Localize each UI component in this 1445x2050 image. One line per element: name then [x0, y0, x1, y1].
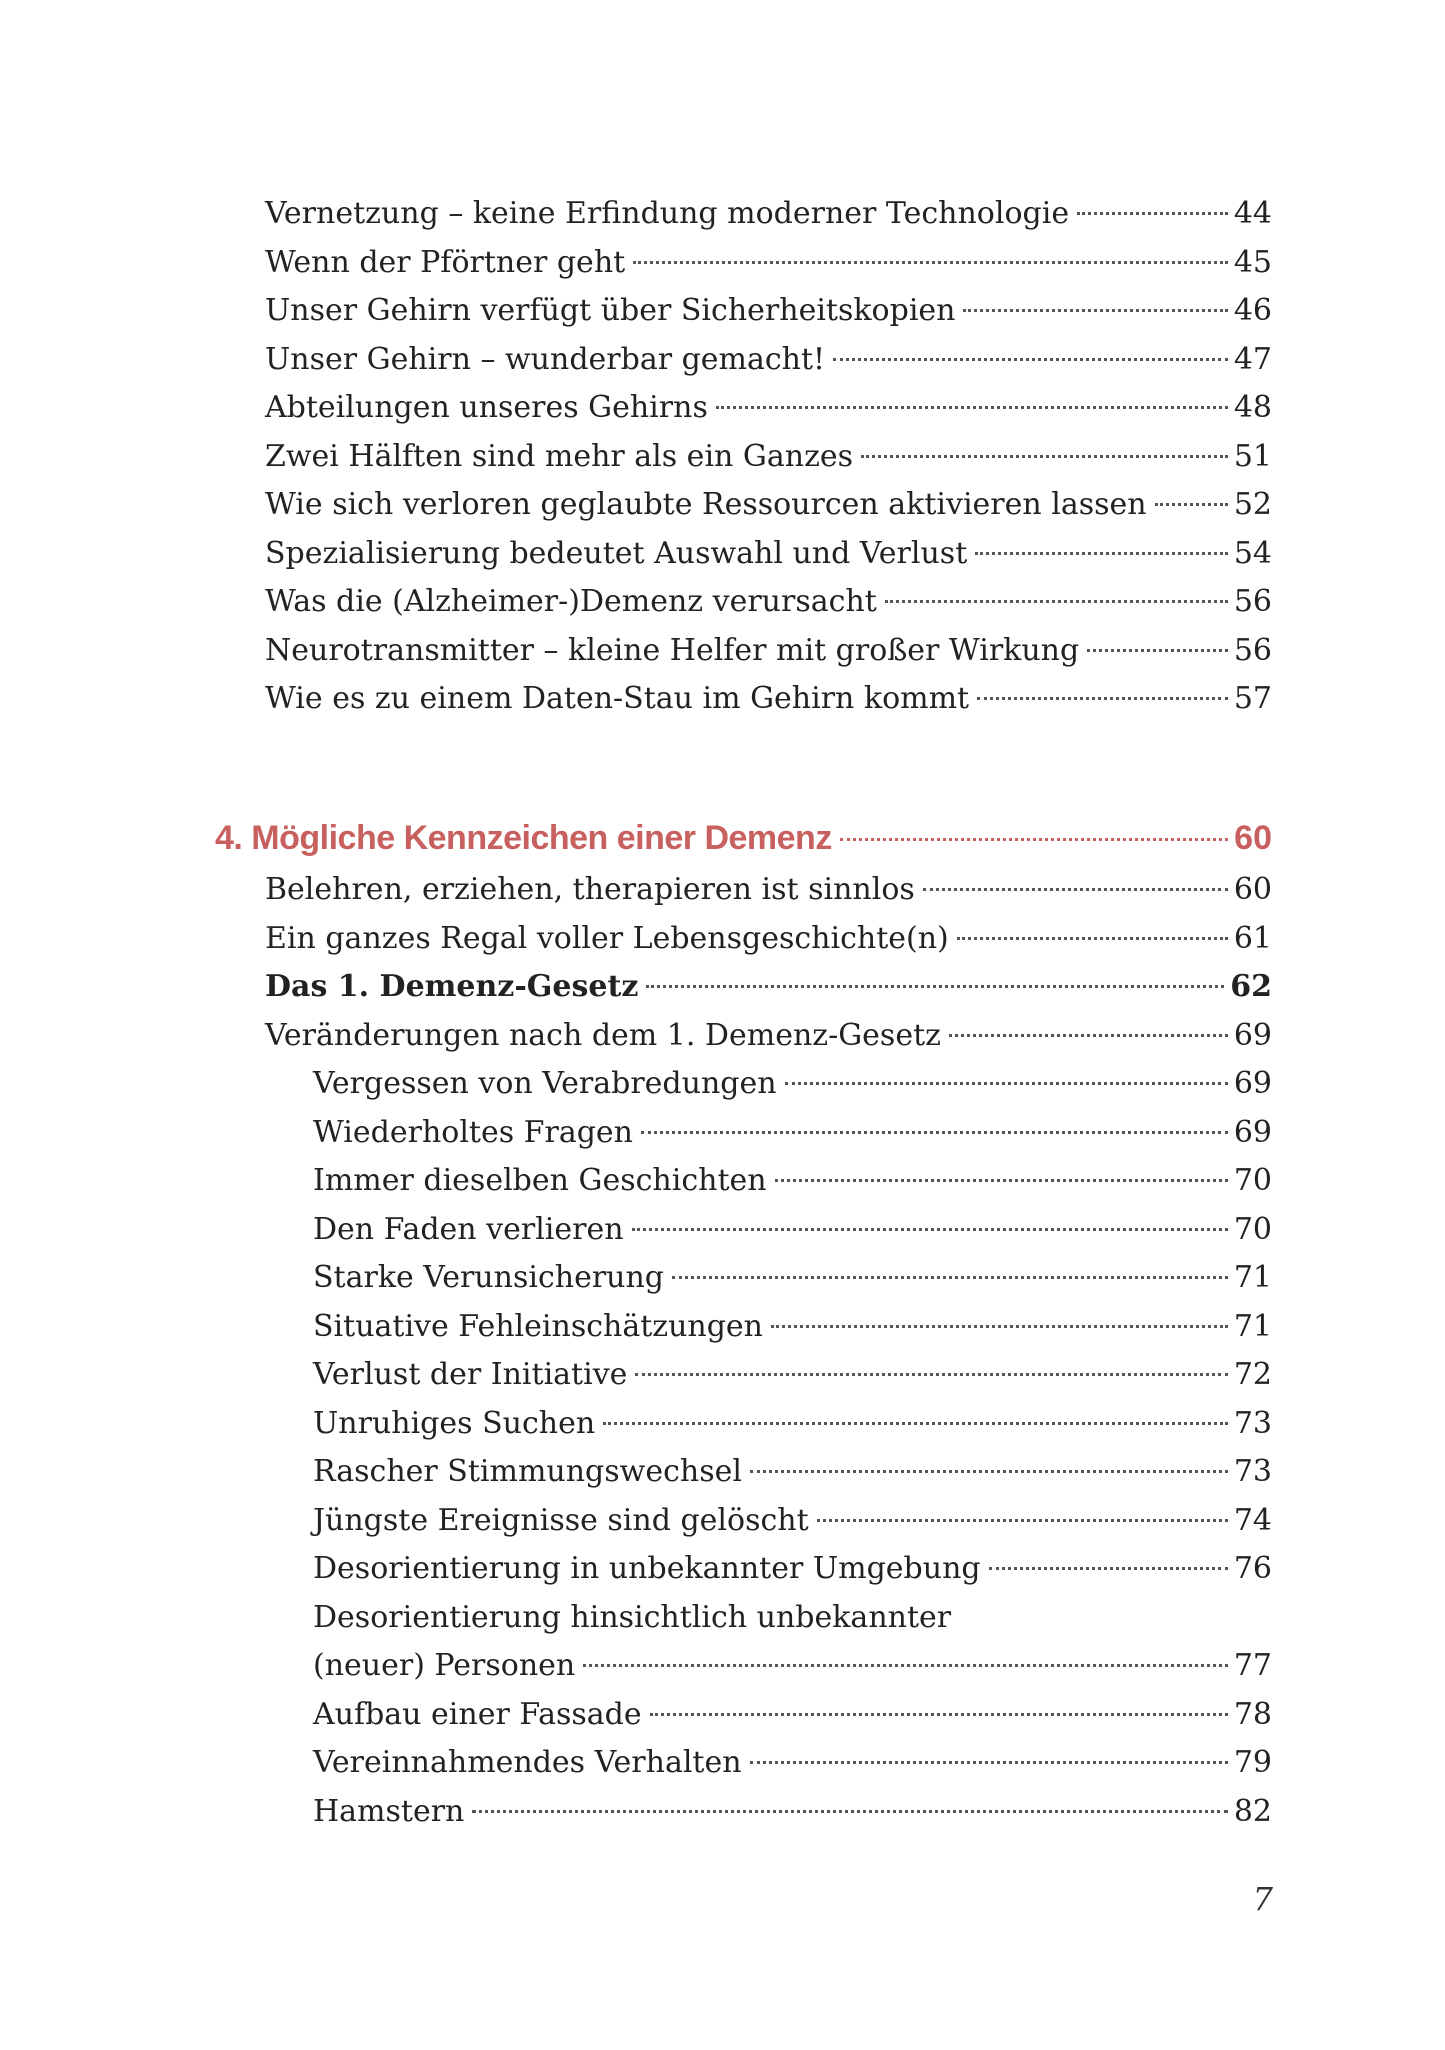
toc-entry-page: 78	[1233, 1696, 1272, 1732]
toc-subentry[interactable]	[265, 1206, 1272, 1255]
toc-subentry[interactable]	[265, 1109, 1272, 1158]
toc-entry-title: Verlust der Initiative	[313, 1357, 628, 1392]
dot-leader	[750, 1761, 1228, 1764]
dot-leader	[1077, 212, 1228, 215]
toc-entry-title: Abteilungen unseres Gehirns	[265, 390, 708, 425]
toc-section-chapter-4	[265, 866, 1272, 1836]
dot-leader	[957, 937, 1228, 940]
chapter-page: 60	[1234, 819, 1272, 857]
toc-entry-page: 82	[1233, 1793, 1272, 1829]
toc-entry[interactable]	[265, 627, 1272, 676]
toc-entry-title: Unser Gehirn – wunderbar gemacht!	[265, 341, 826, 377]
toc-entry-title: Immer dieselben Geschichten	[313, 1163, 767, 1198]
dot-leader	[1155, 503, 1228, 506]
toc-entry-title: Vereinnahmendes Verhalten	[313, 1745, 742, 1780]
dot-leader	[949, 1034, 1228, 1037]
toc-entry[interactable]	[265, 433, 1272, 482]
toc-entry-page: 76	[1233, 1551, 1272, 1586]
toc-entry-page: 56	[1233, 632, 1272, 668]
dot-leader	[775, 1179, 1228, 1182]
dot-leader	[975, 552, 1228, 555]
toc-entry[interactable]	[265, 481, 1272, 530]
toc-section-previous-chapter	[265, 190, 1272, 724]
toc-subentry[interactable]	[265, 1400, 1272, 1449]
toc-entry-title: Vernetzung – keine Erfindung moderner Technologie	[265, 196, 1070, 231]
dot-leader	[861, 455, 1228, 458]
dot-leader	[603, 1422, 1228, 1425]
toc-entry-page: 48	[1233, 390, 1272, 425]
dot-leader	[750, 1470, 1228, 1473]
dot-leader	[817, 1519, 1228, 1522]
dot-leader	[785, 1082, 1228, 1085]
toc-entry-page: 56	[1233, 584, 1272, 619]
dot-leader	[885, 600, 1228, 603]
toc-entry[interactable]	[265, 239, 1272, 288]
dot-leader	[641, 1131, 1228, 1134]
dot-leader	[840, 838, 1228, 841]
toc-entry-page: 47	[1233, 341, 1272, 377]
dot-leader	[583, 1664, 1228, 1667]
dot-leader	[833, 358, 1228, 361]
dot-leader	[923, 888, 1228, 891]
dot-leader	[635, 1373, 1227, 1376]
toc-entry-title: Wie sich verloren geglaubte Ressourcen aktivieren lassen	[265, 487, 1147, 522]
toc-entry-title: Aufbau einer Fassade	[313, 1696, 642, 1732]
chapter-heading[interactable]	[215, 814, 1272, 862]
toc-entry[interactable]	[265, 190, 1272, 239]
toc-subentry[interactable]	[265, 1060, 1272, 1109]
toc-entry-page: 70	[1233, 1211, 1272, 1247]
dot-leader	[716, 406, 1228, 409]
toc-entry-title: Ein ganzes Regal voller Lebensgeschichte(n)	[265, 920, 949, 956]
toc-entry-title: Starke Verunsicherung	[313, 1260, 665, 1295]
toc-entry-page: 74	[1233, 1502, 1272, 1538]
toc-entry-title: Unruhiges Suchen	[313, 1405, 596, 1441]
toc-entry-page: 71	[1233, 1260, 1272, 1295]
toc-entry-title: Das 1. Demenz-Gesetz	[265, 969, 639, 1004]
toc-entry[interactable]	[265, 675, 1272, 724]
toc-entry-page: 57	[1233, 681, 1272, 716]
toc-subentry[interactable]	[265, 1739, 1272, 1788]
toc-entry-page: 73	[1233, 1405, 1272, 1441]
dot-leader	[632, 1228, 1228, 1231]
toc-entry-title: Jüngste Ereignisse sind gelöscht	[313, 1502, 809, 1538]
dot-leader	[1087, 649, 1228, 652]
toc-entry-page: 73	[1233, 1454, 1272, 1489]
toc-entry[interactable]	[265, 287, 1272, 336]
toc-entry-title: Wiederholtes Fragen	[313, 1114, 633, 1150]
toc-entry-title: Wenn der Pförtner geht	[265, 244, 626, 280]
toc-subentry[interactable]	[265, 1157, 1272, 1206]
toc-subentry[interactable]	[265, 1642, 1272, 1691]
toc-entry-page: 60	[1233, 872, 1272, 907]
dot-leader	[646, 985, 1224, 988]
toc-entry-title: Wie es zu einem Daten-Stau im Gehirn kommt	[265, 681, 970, 716]
toc-entry-page: 77	[1233, 1648, 1272, 1683]
toc-entry-title: Neurotransmitter – kleine Helfer mit großer Wirkung	[265, 632, 1080, 668]
toc-subentry[interactable]	[265, 1351, 1272, 1400]
page-number: 7	[1252, 1880, 1273, 1918]
toc-entry-title: Spezialisierung bedeutet Auswahl und Verlust	[265, 535, 968, 571]
toc-entry-page: 44	[1233, 196, 1272, 231]
toc-entry-page: 71	[1233, 1308, 1272, 1344]
toc-entry-page: 69	[1233, 1017, 1272, 1053]
toc-subentry[interactable]	[265, 1788, 1272, 1837]
toc-entry[interactable]	[265, 915, 1272, 964]
toc-entry-title: Desorientierung in unbekannter Umgebung	[313, 1551, 981, 1586]
toc-entry-title: Rascher Stimmungswechsel	[313, 1454, 742, 1489]
dot-leader	[963, 309, 1227, 312]
toc-subentry[interactable]	[265, 1545, 1272, 1594]
toc-entry-page: 72	[1233, 1357, 1272, 1392]
toc-entry[interactable]	[265, 866, 1272, 915]
toc-entry[interactable]	[265, 530, 1272, 579]
toc-subentry[interactable]	[265, 1303, 1272, 1352]
toc-subentry[interactable]	[265, 1448, 1272, 1497]
toc-entry-title: Veränderungen nach dem 1. Demenz-Gesetz	[265, 1017, 941, 1053]
toc-entry-page: 52	[1233, 487, 1272, 522]
toc-entry-title: Vergessen von Verabredungen	[313, 1066, 777, 1101]
toc-entry-page: 54	[1233, 535, 1272, 571]
toc-entry-page: 69	[1233, 1114, 1272, 1150]
chapter-title: 4. Mögliche Kennzeichen einer Demenz	[215, 819, 832, 857]
dot-leader	[977, 697, 1228, 700]
toc-entry-title: Zwei Hälften sind mehr als ein Ganzes	[265, 438, 854, 474]
toc-entry-title: Situative Fehleinschätzungen	[313, 1308, 763, 1344]
toc-subentry[interactable]	[265, 1254, 1272, 1303]
dot-leader	[633, 261, 1228, 264]
toc-entry-bold[interactable]	[265, 963, 1272, 1012]
toc-entry-title: Belehren, erziehen, therapieren ist sinnlos	[265, 872, 915, 907]
toc-entry-title: Den Faden verlieren	[313, 1211, 624, 1247]
dot-leader	[771, 1325, 1228, 1328]
toc-entry-title: Was die (Alzheimer-)Demenz verursacht	[265, 584, 877, 619]
dot-leader	[650, 1713, 1228, 1716]
toc-entry-page: 69	[1233, 1066, 1272, 1101]
toc-entry-page: 46	[1233, 293, 1272, 328]
dot-leader	[472, 1810, 1227, 1813]
toc-subentry[interactable]	[265, 1497, 1272, 1546]
toc-entry-page: 45	[1233, 244, 1272, 280]
toc-entry-page: 79	[1233, 1745, 1272, 1780]
toc-entry-page: 51	[1233, 438, 1272, 474]
toc-entry[interactable]	[265, 336, 1272, 385]
toc-entry-page: 61	[1233, 920, 1272, 956]
toc-entry[interactable]	[265, 1012, 1272, 1061]
toc-entry[interactable]	[265, 384, 1272, 433]
dot-leader	[989, 1567, 1228, 1570]
toc-subentry[interactable]	[265, 1691, 1272, 1740]
dot-leader	[672, 1276, 1228, 1279]
toc-entry-title: Unser Gehirn verfügt über Sicherheitskopien	[265, 293, 956, 328]
toc-entry-title: Hamstern	[313, 1793, 465, 1829]
toc-entry-page: 62	[1230, 969, 1272, 1004]
toc-entry[interactable]	[265, 578, 1272, 627]
toc-entry-title: (neuer) Personen	[313, 1648, 576, 1683]
toc-subentry-title-line1[interactable]: Desorientierung hinsichtlich unbekannter	[313, 1599, 952, 1635]
toc-entry-page: 70	[1233, 1163, 1272, 1198]
